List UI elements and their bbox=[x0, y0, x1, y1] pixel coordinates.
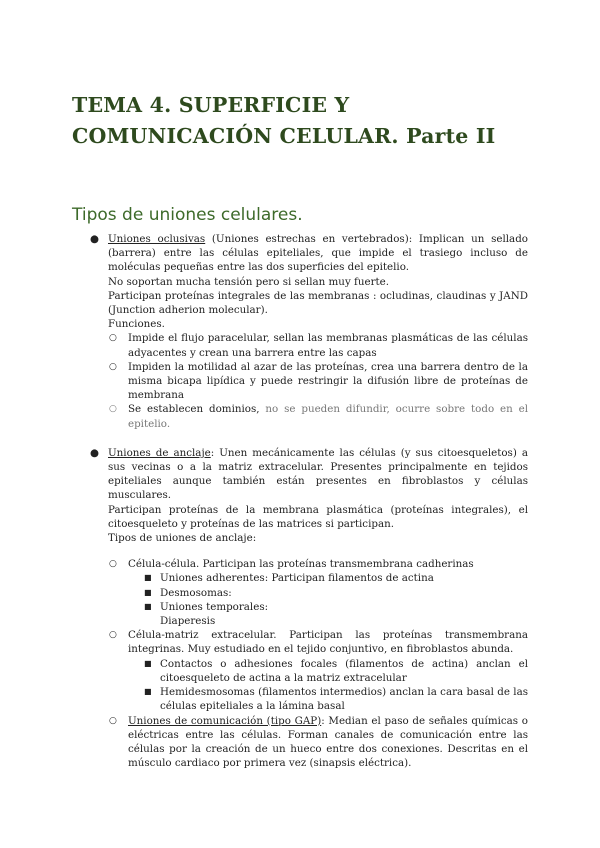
sub-sub-list-item bbox=[88, 685, 528, 713]
anclaje-description: : Unen mecánicamente las células (y sus citoesqueletos) a sus vecinas o a la matriz extracelular. Presentes principalmente en tejidos epiteliales aunque también están presentes en fibroblastos y células musculares. bbox=[108, 446, 528, 502]
term-comunicacion: Uniones de comunicación (tipo GAP) bbox=[128, 714, 322, 727]
list-text: Desmosomas: bbox=[160, 586, 232, 599]
list-text: Hemidesmosomas (filamentos intermedios) anclan la cara basal de las células epiteliales a la lámina basal bbox=[160, 686, 528, 713]
hollow-bullet-icon: ○ bbox=[109, 333, 117, 344]
list-text: Uniones temporales: bbox=[160, 600, 269, 613]
list-text-continuation: Diaperesis bbox=[160, 615, 216, 628]
oclusivas-description: (Uniones estrechas en vertebrados): Implican un sellado (barrera) entre las células epiteliales, que impide el trasiego incluso de moléculas pequeñas entre las dos superficies del epitelio. bbox=[108, 233, 528, 274]
paragraph: No soportan mucha tensión pero si sellan muy fuerte. bbox=[108, 275, 389, 288]
paragraph: Funciones. bbox=[108, 318, 165, 331]
bullet-icon: ● bbox=[90, 233, 99, 245]
square-bullet-icon: ■ bbox=[144, 573, 152, 583]
hollow-bullet-icon: ○ bbox=[109, 630, 117, 641]
hollow-bullet-icon: ○ bbox=[109, 404, 117, 415]
square-bullet-icon: ■ bbox=[144, 587, 152, 597]
function-text-gray: no se pueden difundir, ocurre sobre todo en el epitelio. bbox=[128, 403, 528, 430]
bullet-icon: ● bbox=[90, 446, 99, 459]
function-text: Impiden la motilidad al azar de las proteínas, crea una barrera dentro de la misma bicapa lipídica y puede restringir la difusión libre de proteínas de membrana bbox=[128, 360, 528, 402]
term-oclusivas: Uniones oclusivas bbox=[108, 233, 206, 245]
square-bullet-icon: ■ bbox=[144, 658, 152, 668]
sub-sub-list-item bbox=[88, 600, 528, 614]
hollow-bullet-icon: ○ bbox=[109, 715, 117, 726]
comunicacion-description: : Median el paso de señales químicas o eléctricas entre las células. Forman canales de comunicación entre las células por la creación de un hueco entre dos conexiones. Descritas en el músculo cardiaco por primera vez (sinapsis eléctrica). bbox=[128, 714, 528, 770]
sub-sub-list-item bbox=[88, 657, 528, 685]
sub-list-item bbox=[88, 628, 528, 656]
list-text: Contactos o adhesiones focales (filamentos de actina) anclan el citoesqueleto de actina a la matriz extracelular bbox=[160, 657, 528, 684]
page-title: TEMA 4. SUPERFICIE Y COMUNICACIÓN CELULAR. Parte II bbox=[72, 93, 496, 148]
square-bullet-icon: ■ bbox=[144, 687, 152, 697]
sub-sub-list-item bbox=[88, 571, 528, 585]
celula-matriz-text: Célula-matriz extracelular. Participan las proteínas transmembrana integrinas. Muy estudiado en el tejido conjuntivo, en fibroblastos abunda. bbox=[128, 629, 528, 656]
sub-list-item bbox=[88, 714, 528, 771]
list-text: Uniones adherentes: Participan filamentos de actina bbox=[160, 572, 434, 585]
list-item-anclaje bbox=[88, 446, 528, 545]
term-anclaje: Uniones de anclaje bbox=[108, 446, 211, 459]
document-body bbox=[88, 232, 528, 770]
function-text: Impide el flujo paracelular, sellan las membranas plasmáticas de las células adyacentes y crean una barrera entre las capas bbox=[128, 332, 528, 359]
paragraph: Participan proteínas integrales de las membranas : ocludinas, claudinas y JAND (Junction adherion molecular). bbox=[108, 289, 528, 317]
sub-list-item bbox=[88, 402, 528, 430]
hollow-bullet-icon: ○ bbox=[109, 559, 117, 570]
section-heading: Tipos de uniones celulares. bbox=[72, 205, 303, 225]
paragraph: Tipos de uniones de anclaje: bbox=[108, 532, 257, 545]
sub-list-item bbox=[88, 557, 528, 571]
hollow-bullet-icon: ○ bbox=[109, 361, 117, 372]
paragraph: Participan proteínas de la membrana plasmática (proteínas integrales), el citoesqueleto y proteínas de las matrices si participan. bbox=[108, 503, 528, 530]
celula-celula-text: Célula-célula. Participan las proteínas transmembrana cadherinas bbox=[128, 558, 474, 571]
list-item-oclusivas bbox=[88, 232, 528, 331]
function-text: Se establecen dominios, bbox=[128, 403, 266, 416]
square-bullet-icon: ■ bbox=[144, 601, 152, 611]
sub-list-item bbox=[88, 360, 528, 403]
sub-sub-list-item bbox=[88, 586, 528, 600]
sub-list-item bbox=[88, 331, 528, 359]
